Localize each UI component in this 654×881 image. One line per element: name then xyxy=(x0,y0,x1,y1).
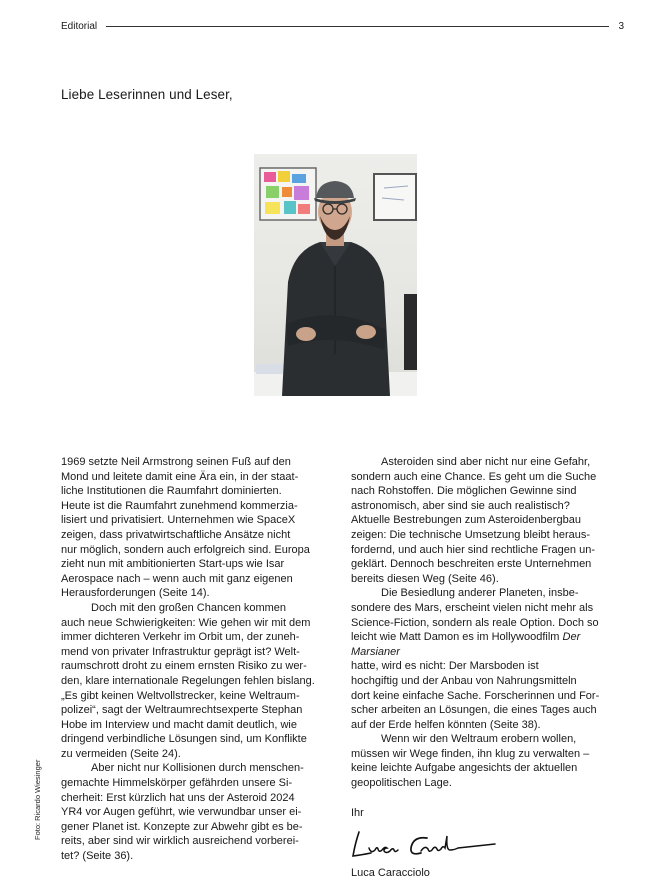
author-photo xyxy=(254,154,417,396)
section-label: Editorial xyxy=(61,20,98,32)
page-number: 3 xyxy=(618,20,624,32)
author-portrait-illustration xyxy=(254,154,417,396)
left-column xyxy=(61,455,341,864)
closing-greeting: Ihr xyxy=(351,806,364,819)
paragraph-orbit: Doch mit den großen Chancen kommen auch neue Schwierigkeiten: Wie gehen wir mit dem immer dichteren Verkehr im Orbit um, der zuneh- mend von privater Infrastruktur geprägt ist? Welt- raumschrott droht zu einem ernsten Risiko zu wer- den, klare internationale Regelungen fehlen bislang. „Es gibt keinen Weltvollstrecker, keine Weltraum- polizei“, sagt der Weltraumrechtsexperte Stephan Hobe im Interview und macht damit deutlich, wie dringend verbindliche Lösungen sind, um Konflikte zu vermeiden (Seite 24). xyxy=(61,601,315,760)
photo-credit: Foto: Ricardo Wiesinger xyxy=(33,759,42,840)
signature-image xyxy=(347,826,497,864)
paragraph-mars: Die Besiedlung anderer Planeten, insbe- sondere des Mars, erscheint vielen nicht mehr als Science-Fiction, sondern als reale Option. Doch so leicht wie Matt Damon es im Hollywoodfilm Der Marsianer hatte, wird es nicht: Der Marsboden ist hochgiftig und der Anbau von Nahrungsmitteln dort keine einfache Sache. Forscherinnen und For- scher arbeiten an Lösungen, die eines Tages auch auf der Erde helfen könnten (Seite 38). xyxy=(351,587,600,731)
film-title: Der Marsianer xyxy=(351,631,581,658)
author-name: Luca Caracciolo xyxy=(351,867,430,880)
salutation: Liebe Leserinnen und Leser, xyxy=(61,87,233,102)
paragraph-intro: 1969 setzte Neil Armstrong seinen Fuß auf den Mond und leitete damit eine Ära ein, in der staat- liche Institutionen die Raumfahrt dominierten. Heute ist die Raumfahrt zunehmend kommerzia- lisiert und privatisiert. Unternehmen wie SpaceX zeigen, dass privatwirtschaftliche Ansätze nicht nur möglich, sondern auch erfolgreich sind. Europa zieht nun mit ambitionierten Start-ups wie Isar Aerospace nach – wenn auch mit ganz eigenen Herausforderungen (Seite 14). xyxy=(61,456,310,600)
header-rule xyxy=(106,26,609,27)
paragraph-conclusion: Wenn wir den Weltraum erobern wollen, müssen wir Wege finden, ihn klug zu verwalten – keine leichte Aufgabe angesichts der aktuellen geopolitischen Lage. xyxy=(351,733,590,790)
paragraph-asteroid-mining: Asteroiden sind aber nicht nur eine Gefahr, sondern auch eine Chance. Es geht um die Suche nach Rohstoffen. Die möglichen Gewinne sind astronomisch, aber sind sie auch realistisch? Aktuelle Bestrebungen zum Asteroidenbergbau zeigen: Die technische Umsetzung bleibt heraus- fordernd, und auch hier sind rechtliche Fragen un- geklärt. Dennoch beschreiten erste Unternehmen bereits diesen Weg (Seite 46). xyxy=(351,456,597,585)
right-column xyxy=(351,455,617,881)
running-header xyxy=(61,19,624,33)
paragraph-asteroid-threat: Aber nicht nur Kollisionen durch menschen- gemachte Himmelskörper gefährden unsere Si- cherheit: Erst kürzlich hat uns der Asteroid 2024 YR4 vor Augen geführt, wie verwundbar unser ei- gener Planet ist. Konzepte zur Abwehr gibt es be- reits, aber sind wir wirklich ausreichend vorberei- tet? (Seite 36). xyxy=(61,762,304,863)
